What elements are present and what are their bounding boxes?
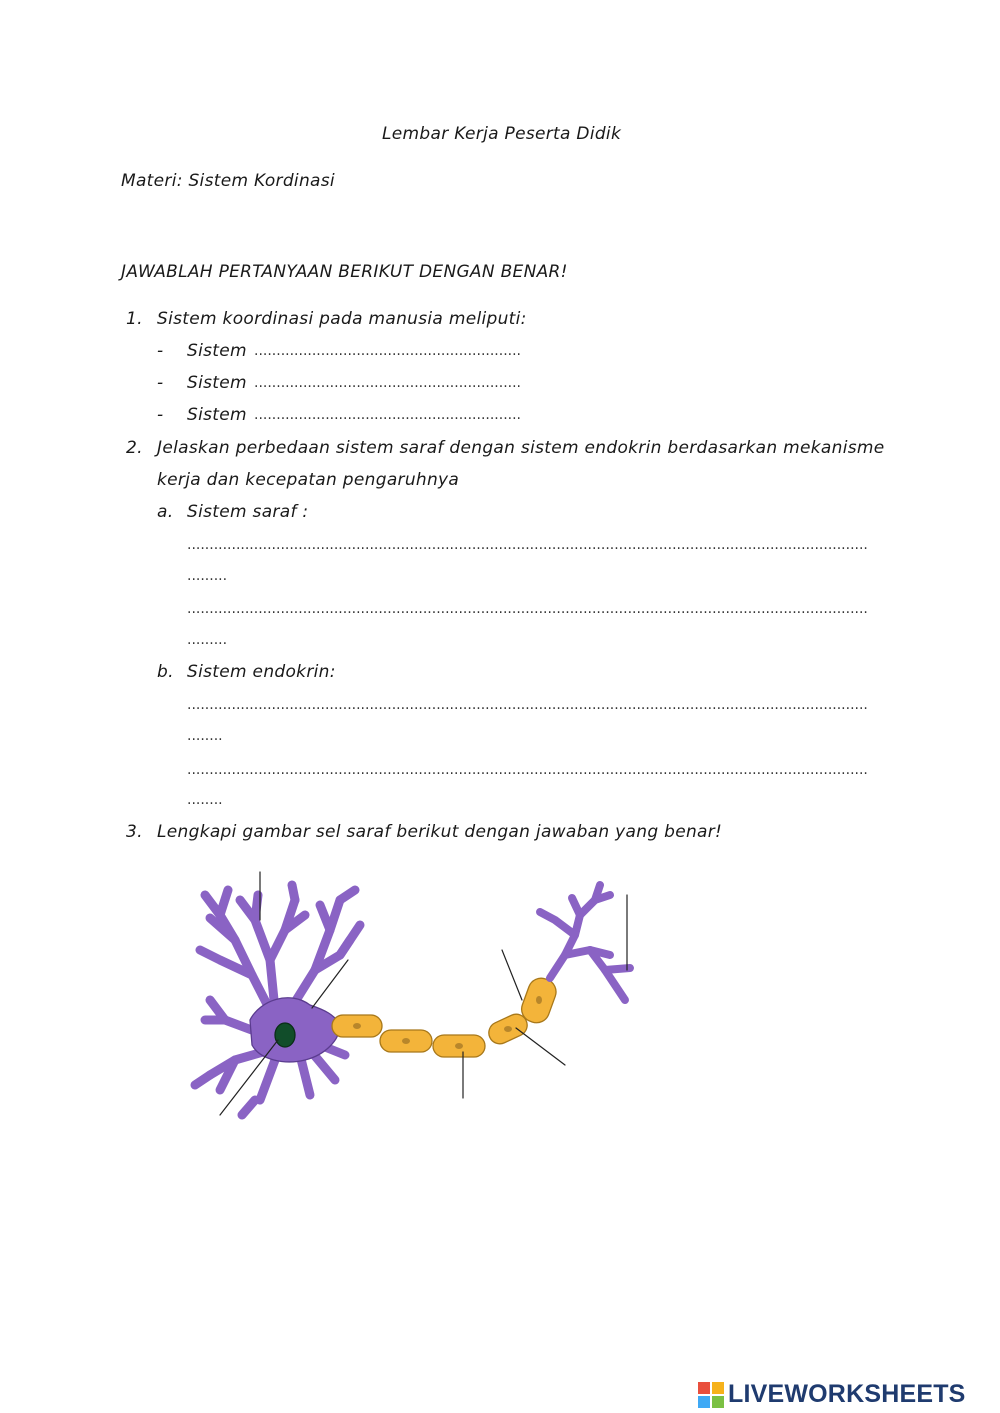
liveworksheets-brand: LIVEWORKSHEETS [728,1380,966,1408]
liveworksheets-logo [698,1380,966,1409]
q2-number: 2. [126,438,143,458]
q1-item-label: Sistem [187,341,247,361]
q2b-answer-line-end[interactable]: ........ [187,792,223,808]
q2b-answer-line[interactable]: ......................................................................................................................................................... [187,762,868,778]
q3-text: Lengkapi gambar sel saraf berikut dengan jawaban yang benar! [157,822,723,842]
q2a-answer-line-end[interactable]: ......... [187,632,228,648]
q1-text: Sistem koordinasi pada manusia meliputi: [157,309,527,329]
liveworksheets-logo-icon [698,1382,724,1408]
label-pointers [220,872,627,1115]
q1-item-label: Sistem [187,405,247,425]
q2b-letter: b. [157,662,174,682]
q1-item-blank[interactable]: ............................................................ [254,343,522,359]
q2-text-line1: Jelaskan perbedaan sistem saraf dengan sistem endokrin berdasarkan mekanisme [157,438,885,458]
q2a-answer-line[interactable]: ......................................................................................................................................................... [187,537,868,553]
myelin-sheath [332,975,560,1057]
q2b-label: Sistem endokrin: [187,662,336,682]
q2-text-line2: kerja dan kecepatan pengaruhnya [157,470,460,490]
q2a-answer-line[interactable]: ......................................................................................................................................................... [187,601,868,617]
q1-item-dash: - [157,373,164,393]
q1-item-blank[interactable]: ............................................................ [254,407,522,423]
q2b-answer-line[interactable]: ......................................................................................................................................................... [187,697,868,713]
q3-number: 3. [126,822,143,842]
q2a-label: Sistem saraf : [187,502,309,522]
nucleus [275,1023,295,1047]
subject-line: Materi: Sistem Kordinasi [121,171,335,191]
q2b-answer-line-end[interactable]: ........ [187,728,223,744]
page-title: Lembar Kerja Peserta Didik [382,124,622,144]
q1-item-blank[interactable]: ............................................................ [254,375,522,391]
neuron-diagram [180,860,650,1135]
instruction: JAWABLAH PERTANYAAN BERIKUT DENGAN BENAR! [121,262,568,282]
q1-item-dash: - [157,405,164,425]
q2a-answer-line-end[interactable]: ......... [187,568,228,584]
q2a-letter: a. [157,502,174,522]
q1-item-label: Sistem [187,373,247,393]
q1-item-dash: - [157,341,164,361]
q1-number: 1. [126,309,143,329]
axon-terminals [540,885,630,1000]
